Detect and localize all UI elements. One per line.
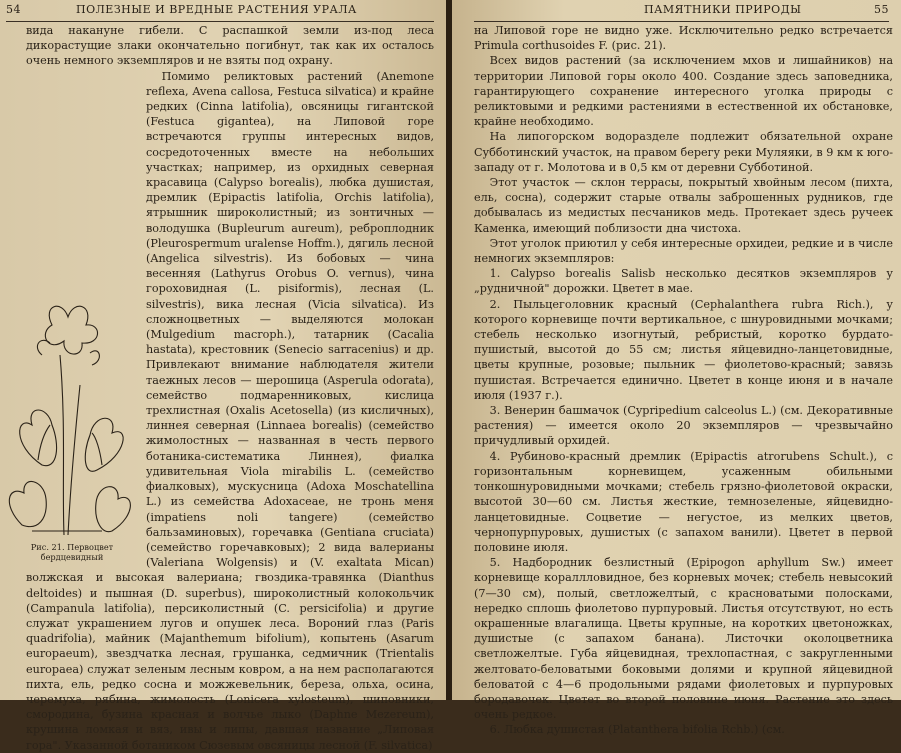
right-paragraph-8: 3. Венерин башмачок (Cypripedium calceolus L.) (см. Декоративные растения) — имеется около 20 экземпляров — чрезвычайно причудливый орхидей. (474, 404, 893, 448)
left-header-rule (6, 21, 434, 22)
right-body-text (474, 23, 893, 738)
right-paragraph-4: Этот участок — склон террасы, покрытый хвойным лесом (пихта, ель, сосна), содержит старые отвалы заброшенных рудников, где добывалась из медистых песчаников медь. Протекает здесь ручеек Каменка, имеющий поблизости дна чистоха. (474, 176, 893, 235)
primula-figure (2, 295, 142, 563)
left-body-text (26, 23, 434, 753)
left-running-head: ПОЛЕЗНЫЕ И ВРЕДНЫЕ РАСТЕНИЯ УРАЛА (76, 3, 357, 16)
primula-illustration (2, 295, 142, 540)
right-paragraph-9: 4. Рубиново-красный дремлик (Epipactis atrorubens Schult.), с горизонтальным корневищем, усаженным обильными тонкошнуровидными мочками; стебель грязно-фиолетовой окраски, высотой 30—60 см. Листья жесткие, темнозеленые, яйцевидно-ланцетовидные. Соцветие — негустое, из мелких цветов, чернопурпуровых, душистых (с запахом ванили). Цветет в первой половине июля. (474, 449, 893, 554)
right-page-number: 55 (874, 3, 889, 16)
left-paragraph-1: вида накануне гибели. С распашкой земли из-под леса дикорастущие злаки окончательно погибнут, так как их осталось очень немного экземпляров и не взяты под охрану. (26, 24, 434, 68)
right-paragraph-7: 2. Пыльцеголовник красный (Cephalanthera rubra Rich.), у которого корневище почти вертикальное, с шнуровидными мочками; стебель несколько изогнутый, ребристый, коротко бурдато-пушистый, высотой до 55 см; листья яйцевидно-ланцетовидные, цветы крупные, розовые; пыльник — фиолетово-красный; завязь пушистая. Встречается единично. Цветет в конце июня и в начале июля (1937 г.). (474, 297, 893, 402)
left-page-number: 54 (6, 3, 21, 16)
right-paragraph-3: На липогорском водоразделе подлежит обязательной охране Субботинский участок, на правом берегу реки Муляяки, в 9 км к юго-западу от г. Молотова и в 0,5 км от деревни Субботиной. (474, 130, 893, 174)
left-paragraph-2: Помимо реликтовых растений (Anemone reflexa, Avena callosa, Festuca silvatica) и крайне редких (Cinna latifolia), овсяницы гигантской (Festuca gigantea), на Липовой горе встречаются группы интересных видов, сосредоточенных вместе на небольших участках; например, из орхидных северная красавица (Calypso borealis), любка душистая, дремлик (Epipactis latifolia, Orchis latifolia), ятрышник широколистный; из зонтичных — володушка (Bupleurum aureum), реброплодник (Pleurospermum uralense Hoffm.), дягиль лесной (Angelica silvestris). Из бобовых — чина весенняя (Lathyrus Orobus O. vernus), чина гороховидная (L. pisiformis), лесная (L. silvestris), вика лесная (Vicia silvatica). Из сложноцветных — выделяются молокан (Mulgedium macroph.), татарник (Cacalia hastata), крестовник (Senecio sarracenius) и др. Привлекают внимание наблюдателя жители таежных лесов — шерошица (Asperula odorata), семейство подмаренниковых, кислица трехлистная (Oxalis Acetosella) (из кисличных), линнея северная (Linnaea borealis) (семейство жимолостных — названная в честь первого ботаника-систематика Линнея), фиалка удивительная Viola mirabilis L. (семейство фиалковых), мускусница (Adoxa Moschatellina L.) из семейства Adoxaceae, не тронь меня (impatiens noli tangere) (семейство бальзаминовых), горечавка (Gentiana cruciata) (семейство горечавковых); 2 вида валерианы (Valeriana Wolgensis) и (V. exaltata Mican) волжская и высокая валериана; гвоздика-травянка (Dianthus deltoides) и пышная (D. superbus), широколистный колокольчик (Campanula latifolia), персиколистный (C. persicifolia) и другие служат украшением лугов и опушек леса. Вороний глаз (Paris quadrifolia), майник (Majanthemum bifolium), копытень (Asarum europaeum), звездчатка лесная, грушанка, седмичник (Trientalis europaea) служат зеленым лесным ковром, а на нем располагаются пихта, ель, редко сосна и можжевельник, береза, ольха, осина, черемуха, рябина, жимолость (Lonicera xylosteum), шиповники, смородина, бузина красная и волчье лыко (Daphne Mezereum), крушина ломкая и вяз, ивы и липы, давшая название „Липовая гора". Указанной ботаником Сюзевым овсяницы лесной (F. silvatica) (26, 69, 434, 752)
right-page (452, 0, 901, 737)
right-header (474, 3, 889, 17)
right-paragraph-6: 1. Calypso borealis Salisb несколько десятков экземпляров у „рудничной" дорожки. Цветет в мае. (474, 267, 893, 296)
left-header (6, 3, 434, 17)
right-paragraph-1: на Липовой горе не видно уже. Исключительно редко встречается Primula corthusoides F. (рис. 21). (474, 24, 893, 53)
figure-caption: Рис. 21. Первоцвет бердцевидный (30, 541, 114, 562)
right-paragraph-10: 5. Надбородник безлистный (Epipogon aphyllum Sw.) имеет корневище кораллловидное, без корневых мочек; стебель невысокий (7—30 см), полый, светложелтый, с красноватыми полосками, нередко сплошь фиолетово пурпуровый. Листья отсутствуют, но есть окрашенные влагалища. Цветы крупные, на коротких цветоножках, душистые (с запахом банана). Листочки околоцветника светложелтые. Губа яйцевидная, трехлопастная, с закругленными желтовато-беловатыми боковыми долями и крупной яйцевидной беловатой с 4—6 продольными рядами фиолетовых и пурпуровых бородавочек. Цветет во второй половине июня. Растение это здесь очень редкое. (474, 556, 893, 722)
left-page (0, 0, 446, 752)
right-paragraph-5: Этот уголок приютил у себя интересные орхидеи, редкие и в числе немногих экземпляров: (474, 236, 893, 266)
right-header-rule (474, 21, 889, 22)
right-paragraph-11: 6. Любка душистая (Platanthera bifolia Rchb.) (см. (489, 723, 785, 737)
right-running-head: ПАМЯТНИКИ ПРИРОДЫ (644, 3, 802, 16)
right-paragraph-2: Всех видов растений (за исключением мхов и лишайников) на территории Липовой горы около 400. Создание здесь заповедника, гарантирующего сохранение интересного уголка природы с реликтовыми и редкими растениями в естественной их обстановке, крайне необходимо. (474, 54, 893, 129)
